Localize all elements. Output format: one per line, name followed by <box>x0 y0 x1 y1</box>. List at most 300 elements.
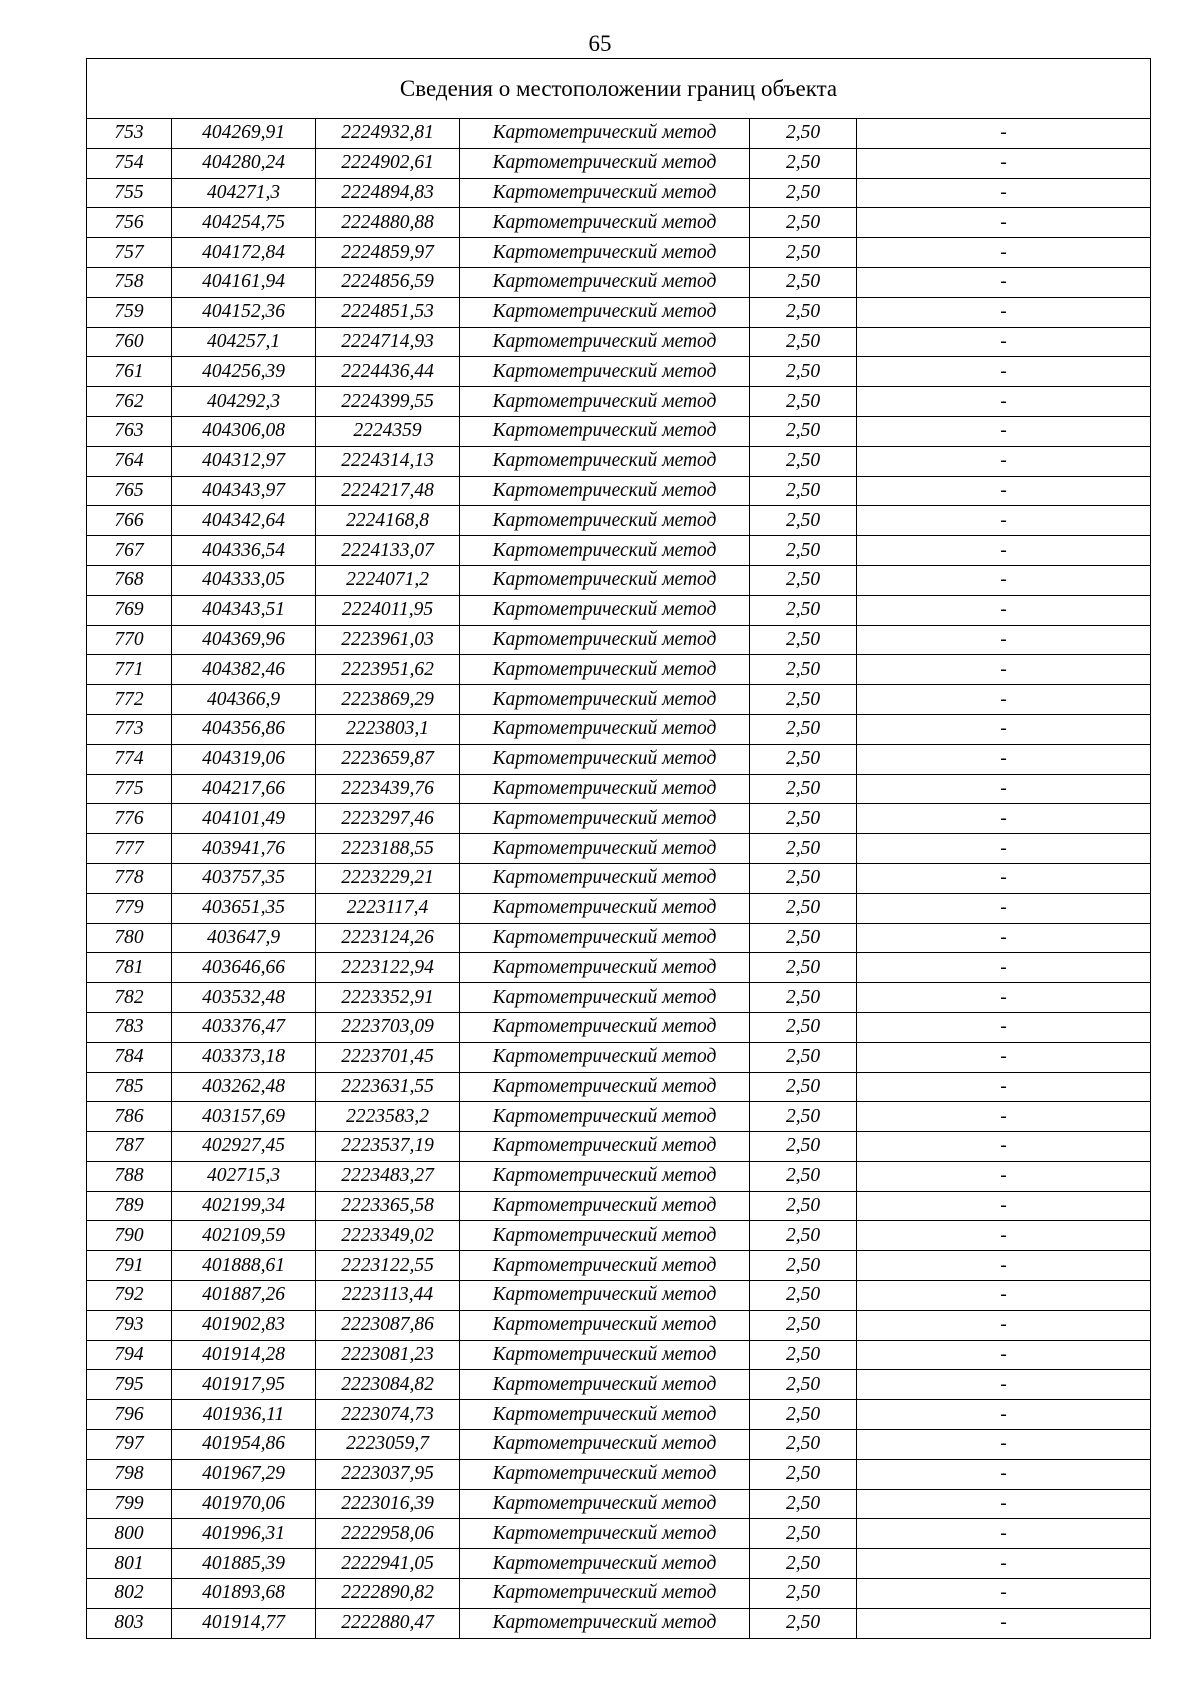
y-coordinate-cell: 2224894,83 <box>316 178 460 208</box>
method-cell: Картометрический метод <box>460 1370 750 1400</box>
accuracy-cell: 2,50 <box>750 178 857 208</box>
y-coordinate-cell: 2223961,03 <box>316 625 460 655</box>
point-number-cell: 768 <box>87 565 172 595</box>
y-coordinate-cell: 2224856,59 <box>316 267 460 297</box>
point-number-cell: 803 <box>87 1608 172 1638</box>
y-coordinate-cell: 2223229,21 <box>316 863 460 893</box>
x-coordinate-cell: 404217,66 <box>172 774 316 804</box>
description-cell: - <box>857 446 1151 476</box>
point-number-cell: 769 <box>87 595 172 625</box>
method-cell: Картометрический метод <box>460 953 750 983</box>
description-cell: - <box>857 565 1151 595</box>
method-cell: Картометрический метод <box>460 1042 750 1072</box>
accuracy-cell: 2,50 <box>750 267 857 297</box>
method-cell: Картометрический метод <box>460 1281 750 1311</box>
y-coordinate-cell: 2223297,46 <box>316 804 460 834</box>
x-coordinate-cell: 404101,49 <box>172 804 316 834</box>
method-cell: Картометрический метод <box>460 774 750 804</box>
accuracy-cell: 2,50 <box>750 1281 857 1311</box>
table-row <box>87 1459 1151 1489</box>
description-cell: - <box>857 1072 1151 1102</box>
y-coordinate-cell: 2223016,39 <box>316 1489 460 1519</box>
x-coordinate-cell: 402199,34 <box>172 1191 316 1221</box>
method-cell: Картометрический метод <box>460 1489 750 1519</box>
description-cell: - <box>857 506 1151 536</box>
point-number-cell: 754 <box>87 148 172 178</box>
table-row <box>87 893 1151 923</box>
accuracy-cell: 2,50 <box>750 1430 857 1460</box>
method-cell: Картометрический метод <box>460 238 750 268</box>
description-cell: - <box>857 357 1151 387</box>
table-row <box>87 506 1151 536</box>
description-cell: - <box>857 953 1151 983</box>
y-coordinate-cell: 2223352,91 <box>316 983 460 1013</box>
description-cell: - <box>857 1102 1151 1132</box>
point-number-cell: 762 <box>87 387 172 417</box>
y-coordinate-cell: 2224436,44 <box>316 357 460 387</box>
table-title: Сведения о местоположении границ объекта <box>87 59 1151 119</box>
accuracy-cell: 2,50 <box>750 148 857 178</box>
accuracy-cell: 2,50 <box>750 1221 857 1251</box>
description-cell: - <box>857 685 1151 715</box>
accuracy-cell: 2,50 <box>750 1579 857 1609</box>
method-cell: Картометрический метод <box>460 863 750 893</box>
x-coordinate-cell: 401887,26 <box>172 1281 316 1311</box>
accuracy-cell: 2,50 <box>750 1102 857 1132</box>
x-coordinate-cell: 404161,94 <box>172 267 316 297</box>
point-number-cell: 782 <box>87 983 172 1013</box>
table-row <box>87 983 1151 1013</box>
y-coordinate-cell: 2224359 <box>316 416 460 446</box>
point-number-cell: 765 <box>87 476 172 506</box>
method-cell: Картометрический метод <box>460 387 750 417</box>
y-coordinate-cell: 2223117,4 <box>316 893 460 923</box>
description-cell: - <box>857 267 1151 297</box>
point-number-cell: 774 <box>87 744 172 774</box>
accuracy-cell: 2,50 <box>750 1459 857 1489</box>
method-cell: Картометрический метод <box>460 1400 750 1430</box>
point-number-cell: 770 <box>87 625 172 655</box>
y-coordinate-cell: 2223074,73 <box>316 1400 460 1430</box>
method-cell: Картометрический метод <box>460 1251 750 1281</box>
y-coordinate-cell: 2223659,87 <box>316 744 460 774</box>
point-number-cell: 783 <box>87 1012 172 1042</box>
point-number-cell: 786 <box>87 1102 172 1132</box>
method-cell: Картометрический метод <box>460 267 750 297</box>
x-coordinate-cell: 401967,29 <box>172 1459 316 1489</box>
y-coordinate-cell: 2223537,19 <box>316 1132 460 1162</box>
description-cell: - <box>857 327 1151 357</box>
x-coordinate-cell: 403757,35 <box>172 863 316 893</box>
description-cell: - <box>857 923 1151 953</box>
point-number-cell: 760 <box>87 327 172 357</box>
method-cell: Картометрический метод <box>460 357 750 387</box>
description-cell: - <box>857 1012 1151 1042</box>
x-coordinate-cell: 404366,9 <box>172 685 316 715</box>
boundary-coordinates-table <box>86 58 1151 1639</box>
method-cell: Картометрический метод <box>460 1102 750 1132</box>
description-cell: - <box>857 1191 1151 1221</box>
x-coordinate-cell: 404369,96 <box>172 625 316 655</box>
table-row <box>87 1579 1151 1609</box>
point-number-cell: 800 <box>87 1519 172 1549</box>
x-coordinate-cell: 401936,11 <box>172 1400 316 1430</box>
x-coordinate-cell: 403532,48 <box>172 983 316 1013</box>
accuracy-cell: 2,50 <box>750 1072 857 1102</box>
y-coordinate-cell: 2223188,55 <box>316 834 460 864</box>
table-row <box>87 655 1151 685</box>
point-number-cell: 792 <box>87 1281 172 1311</box>
table-row <box>87 357 1151 387</box>
table-row <box>87 238 1151 268</box>
y-coordinate-cell: 2224071,2 <box>316 565 460 595</box>
table-row <box>87 744 1151 774</box>
description-cell: - <box>857 119 1151 149</box>
accuracy-cell: 2,50 <box>750 983 857 1013</box>
method-cell: Картометрический метод <box>460 1430 750 1460</box>
point-number-cell: 764 <box>87 446 172 476</box>
y-coordinate-cell: 2224851,53 <box>316 297 460 327</box>
x-coordinate-cell: 401888,61 <box>172 1251 316 1281</box>
accuracy-cell: 2,50 <box>750 655 857 685</box>
table-row <box>87 1161 1151 1191</box>
point-number-cell: 766 <box>87 506 172 536</box>
accuracy-cell: 2,50 <box>750 1310 857 1340</box>
table-row <box>87 1102 1151 1132</box>
table-row <box>87 536 1151 566</box>
table-row <box>87 1549 1151 1579</box>
method-cell: Картометрический метод <box>460 1161 750 1191</box>
y-coordinate-cell: 2223122,55 <box>316 1251 460 1281</box>
y-coordinate-cell: 2223439,76 <box>316 774 460 804</box>
point-number-cell: 795 <box>87 1370 172 1400</box>
table-row <box>87 1608 1151 1638</box>
accuracy-cell: 2,50 <box>750 1400 857 1430</box>
description-cell: - <box>857 893 1151 923</box>
y-coordinate-cell: 2223701,45 <box>316 1042 460 1072</box>
method-cell: Картометрический метод <box>460 1012 750 1042</box>
x-coordinate-cell: 404172,84 <box>172 238 316 268</box>
point-number-cell: 775 <box>87 774 172 804</box>
y-coordinate-cell: 2223631,55 <box>316 1072 460 1102</box>
x-coordinate-cell: 404333,05 <box>172 565 316 595</box>
accuracy-cell: 2,50 <box>750 565 857 595</box>
method-cell: Картометрический метод <box>460 834 750 864</box>
method-cell: Картометрический метод <box>460 744 750 774</box>
table-row <box>87 1042 1151 1072</box>
description-cell: - <box>857 178 1151 208</box>
point-number-cell: 771 <box>87 655 172 685</box>
x-coordinate-cell: 404336,54 <box>172 536 316 566</box>
point-number-cell: 755 <box>87 178 172 208</box>
x-coordinate-cell: 404382,46 <box>172 655 316 685</box>
table-row <box>87 119 1151 149</box>
y-coordinate-cell: 2223869,29 <box>316 685 460 715</box>
accuracy-cell: 2,50 <box>750 1370 857 1400</box>
point-number-cell: 772 <box>87 685 172 715</box>
x-coordinate-cell: 404254,75 <box>172 208 316 238</box>
point-number-cell: 781 <box>87 953 172 983</box>
description-cell: - <box>857 983 1151 1013</box>
accuracy-cell: 2,50 <box>750 506 857 536</box>
method-cell: Картометрический метод <box>460 1072 750 1102</box>
point-number-cell: 753 <box>87 119 172 149</box>
table-row <box>87 863 1151 893</box>
table-row <box>87 1072 1151 1102</box>
point-number-cell: 784 <box>87 1042 172 1072</box>
accuracy-cell: 2,50 <box>750 1012 857 1042</box>
point-number-cell: 790 <box>87 1221 172 1251</box>
y-coordinate-cell: 2224932,81 <box>316 119 460 149</box>
description-cell: - <box>857 834 1151 864</box>
accuracy-cell: 2,50 <box>750 1489 857 1519</box>
table-row <box>87 387 1151 417</box>
accuracy-cell: 2,50 <box>750 238 857 268</box>
point-number-cell: 759 <box>87 297 172 327</box>
description-cell: - <box>857 1281 1151 1311</box>
point-number-cell: 802 <box>87 1579 172 1609</box>
accuracy-cell: 2,50 <box>750 208 857 238</box>
description-cell: - <box>857 208 1151 238</box>
y-coordinate-cell: 2223122,94 <box>316 953 460 983</box>
table-row <box>87 148 1151 178</box>
x-coordinate-cell: 403651,35 <box>172 893 316 923</box>
description-cell: - <box>857 1400 1151 1430</box>
method-cell: Картометрический метод <box>460 1549 750 1579</box>
point-number-cell: 789 <box>87 1191 172 1221</box>
x-coordinate-cell: 403262,48 <box>172 1072 316 1102</box>
accuracy-cell: 2,50 <box>750 1161 857 1191</box>
accuracy-cell: 2,50 <box>750 923 857 953</box>
x-coordinate-cell: 404292,3 <box>172 387 316 417</box>
accuracy-cell: 2,50 <box>750 1191 857 1221</box>
method-cell: Картометрический метод <box>460 476 750 506</box>
table-row <box>87 1519 1151 1549</box>
x-coordinate-cell: 401885,39 <box>172 1549 316 1579</box>
description-cell: - <box>857 1430 1151 1460</box>
method-cell: Картометрический метод <box>460 178 750 208</box>
description-cell: - <box>857 774 1151 804</box>
y-coordinate-cell: 2223349,02 <box>316 1221 460 1251</box>
table-row <box>87 178 1151 208</box>
y-coordinate-cell: 2223113,44 <box>316 1281 460 1311</box>
point-number-cell: 780 <box>87 923 172 953</box>
y-coordinate-cell: 2222880,47 <box>316 1608 460 1638</box>
accuracy-cell: 2,50 <box>750 387 857 417</box>
accuracy-cell: 2,50 <box>750 297 857 327</box>
x-coordinate-cell: 403941,76 <box>172 834 316 864</box>
x-coordinate-cell: 403373,18 <box>172 1042 316 1072</box>
method-cell: Картометрический метод <box>460 983 750 1013</box>
accuracy-cell: 2,50 <box>750 327 857 357</box>
description-cell: - <box>857 238 1151 268</box>
table-row <box>87 416 1151 446</box>
table-row <box>87 1221 1151 1251</box>
method-cell: Картометрический метод <box>460 536 750 566</box>
table-row <box>87 1132 1151 1162</box>
point-number-cell: 776 <box>87 804 172 834</box>
description-cell: - <box>857 1519 1151 1549</box>
table-row <box>87 327 1151 357</box>
y-coordinate-cell: 2224217,48 <box>316 476 460 506</box>
table-row <box>87 714 1151 744</box>
table-row <box>87 476 1151 506</box>
y-coordinate-cell: 2224011,95 <box>316 595 460 625</box>
method-cell: Картометрический метод <box>460 1340 750 1370</box>
y-coordinate-cell: 2223084,82 <box>316 1370 460 1400</box>
y-coordinate-cell: 2224133,07 <box>316 536 460 566</box>
y-coordinate-cell: 2223583,2 <box>316 1102 460 1132</box>
y-coordinate-cell: 2224859,97 <box>316 238 460 268</box>
y-coordinate-cell: 2223951,62 <box>316 655 460 685</box>
description-cell: - <box>857 655 1151 685</box>
accuracy-cell: 2,50 <box>750 1608 857 1638</box>
point-number-cell: 796 <box>87 1400 172 1430</box>
accuracy-cell: 2,50 <box>750 1519 857 1549</box>
x-coordinate-cell: 401970,06 <box>172 1489 316 1519</box>
table-row <box>87 923 1151 953</box>
x-coordinate-cell: 401914,28 <box>172 1340 316 1370</box>
y-coordinate-cell: 2223087,86 <box>316 1310 460 1340</box>
method-cell: Картометрический метод <box>460 655 750 685</box>
point-number-cell: 767 <box>87 536 172 566</box>
x-coordinate-cell: 403647,9 <box>172 923 316 953</box>
x-coordinate-cell: 401902,83 <box>172 1310 316 1340</box>
y-coordinate-cell: 2224714,93 <box>316 327 460 357</box>
description-cell: - <box>857 1251 1151 1281</box>
table-body <box>87 119 1151 1639</box>
y-coordinate-cell: 2223365,58 <box>316 1191 460 1221</box>
table-row <box>87 1310 1151 1340</box>
description-cell: - <box>857 148 1151 178</box>
description-cell: - <box>857 1161 1151 1191</box>
method-cell: Картометрический метод <box>460 506 750 536</box>
description-cell: - <box>857 1579 1151 1609</box>
x-coordinate-cell: 404306,08 <box>172 416 316 446</box>
x-coordinate-cell: 404343,97 <box>172 476 316 506</box>
table-row <box>87 804 1151 834</box>
point-number-cell: 798 <box>87 1459 172 1489</box>
point-number-cell: 778 <box>87 863 172 893</box>
method-cell: Картометрический метод <box>460 1310 750 1340</box>
method-cell: Картометрический метод <box>460 119 750 149</box>
table-row <box>87 834 1151 864</box>
method-cell: Картометрический метод <box>460 327 750 357</box>
method-cell: Картометрический метод <box>460 1579 750 1609</box>
point-number-cell: 791 <box>87 1251 172 1281</box>
table-row <box>87 1340 1151 1370</box>
accuracy-cell: 2,50 <box>750 416 857 446</box>
description-cell: - <box>857 804 1151 834</box>
accuracy-cell: 2,50 <box>750 714 857 744</box>
y-coordinate-cell: 2224314,13 <box>316 446 460 476</box>
table-row <box>87 446 1151 476</box>
table-row <box>87 595 1151 625</box>
y-coordinate-cell: 2223124,26 <box>316 923 460 953</box>
point-number-cell: 763 <box>87 416 172 446</box>
description-cell: - <box>857 536 1151 566</box>
accuracy-cell: 2,50 <box>750 536 857 566</box>
method-cell: Картометрический метод <box>460 1519 750 1549</box>
accuracy-cell: 2,50 <box>750 863 857 893</box>
y-coordinate-cell: 2222958,06 <box>316 1519 460 1549</box>
accuracy-cell: 2,50 <box>750 1340 857 1370</box>
x-coordinate-cell: 401996,31 <box>172 1519 316 1549</box>
description-cell: - <box>857 1042 1151 1072</box>
y-coordinate-cell: 2223081,23 <box>316 1340 460 1370</box>
point-number-cell: 788 <box>87 1161 172 1191</box>
y-coordinate-cell: 2224168,8 <box>316 506 460 536</box>
y-coordinate-cell: 2222890,82 <box>316 1579 460 1609</box>
y-coordinate-cell: 2223037,95 <box>316 1459 460 1489</box>
table-row <box>87 1370 1151 1400</box>
x-coordinate-cell: 404280,24 <box>172 148 316 178</box>
accuracy-cell: 2,50 <box>750 1042 857 1072</box>
x-coordinate-cell: 403376,47 <box>172 1012 316 1042</box>
method-cell: Картометрический метод <box>460 923 750 953</box>
method-cell: Картометрический метод <box>460 893 750 923</box>
method-cell: Картометрический метод <box>460 1191 750 1221</box>
point-number-cell: 779 <box>87 893 172 923</box>
accuracy-cell: 2,50 <box>750 1251 857 1281</box>
description-cell: - <box>857 1340 1151 1370</box>
point-number-cell: 773 <box>87 714 172 744</box>
method-cell: Картометрический метод <box>460 685 750 715</box>
x-coordinate-cell: 403646,66 <box>172 953 316 983</box>
point-number-cell: 787 <box>87 1132 172 1162</box>
accuracy-cell: 2,50 <box>750 1549 857 1579</box>
table-row <box>87 267 1151 297</box>
table-row <box>87 1281 1151 1311</box>
accuracy-cell: 2,50 <box>750 1132 857 1162</box>
description-cell: - <box>857 625 1151 655</box>
method-cell: Картометрический метод <box>460 1221 750 1251</box>
accuracy-cell: 2,50 <box>750 625 857 655</box>
point-number-cell: 757 <box>87 238 172 268</box>
point-number-cell: 799 <box>87 1489 172 1519</box>
method-cell: Картометрический метод <box>460 297 750 327</box>
x-coordinate-cell: 404269,91 <box>172 119 316 149</box>
y-coordinate-cell: 2223059,7 <box>316 1430 460 1460</box>
table-row <box>87 1191 1151 1221</box>
x-coordinate-cell: 402715,3 <box>172 1161 316 1191</box>
description-cell: - <box>857 744 1151 774</box>
x-coordinate-cell: 404312,97 <box>172 446 316 476</box>
method-cell: Картометрический метод <box>460 714 750 744</box>
description-cell: - <box>857 1370 1151 1400</box>
x-coordinate-cell: 403157,69 <box>172 1102 316 1132</box>
table-row <box>87 1400 1151 1430</box>
accuracy-cell: 2,50 <box>750 804 857 834</box>
x-coordinate-cell: 401914,77 <box>172 1608 316 1638</box>
accuracy-cell: 2,50 <box>750 774 857 804</box>
y-coordinate-cell: 2223703,09 <box>316 1012 460 1042</box>
method-cell: Картометрический метод <box>460 595 750 625</box>
accuracy-cell: 2,50 <box>750 446 857 476</box>
table-row <box>87 953 1151 983</box>
y-coordinate-cell: 2224902,61 <box>316 148 460 178</box>
table-row <box>87 1489 1151 1519</box>
y-coordinate-cell: 2223483,27 <box>316 1161 460 1191</box>
x-coordinate-cell: 404271,3 <box>172 178 316 208</box>
table-row <box>87 565 1151 595</box>
x-coordinate-cell: 404343,51 <box>172 595 316 625</box>
method-cell: Картометрический метод <box>460 625 750 655</box>
description-cell: - <box>857 863 1151 893</box>
description-cell: - <box>857 476 1151 506</box>
point-number-cell: 758 <box>87 267 172 297</box>
method-cell: Картометрический метод <box>460 148 750 178</box>
